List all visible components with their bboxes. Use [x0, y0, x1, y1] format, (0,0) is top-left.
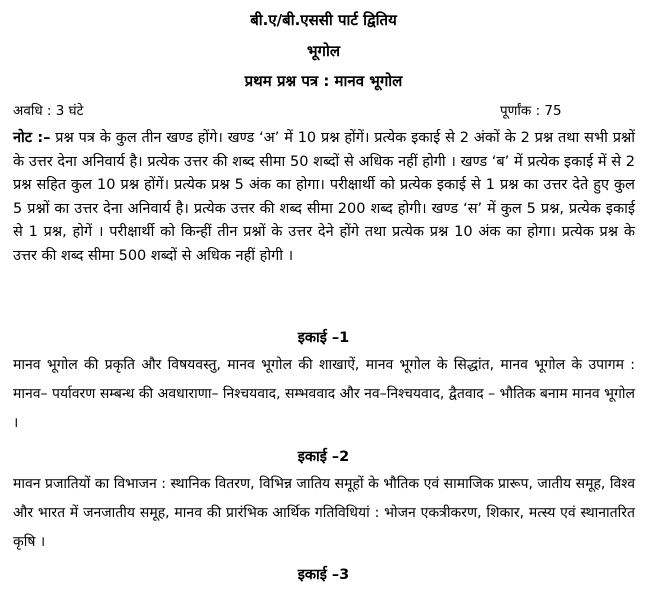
note-text: प्रश्न पत्र के कुल तीन खण्ड होंगे। खण्ड ‘अ’ में 10 प्रश्न होंगें। प्रत्येक इकाई से 2 अंकों के 2 प्रश्न तथा सभी प्रश्नों के उत्तर देना अनिवार्य है। प्रत्येक उत्तर की शब्द सीमा 50 शब्दों से अधिक नहीं होगी । खण्ड ‘ब’ में प्रत्येक इकाई में से 2 प्रश्न सहित कुल 10 प्रश्न होंगें। प्रत्येक प्रश्न 5 अंक का होगा। परीक्षार्थी को प्रत्येक इकाई से 1 प्रश्न का उत्तर देते हुए कुल 5 प्रश्नों का उत्तर देना अनिवार्य है। प्रत्येक उत्तर की शब्द सीमा 200 शब्द होगी। खण्ड ‘स’ में कुल 5 प्रश्न, प्रत्येक इकाई से 1 प्रश्न, होगें । परीक्षार्थी को किन्हीं तीन प्रश्नों के उत्तर देने होंगे तथा प्रत्येक प्रश्न 10 अंक का होगा। प्रत्येक प्रश्न के उत्तर की शब्द सीमा 500 शब्दों से अधिक नहीं होगी ।: [13, 130, 635, 264]
exam-duration: अवधि : 3 घंटे: [13, 103, 84, 119]
unit-1-title: इकाई –1: [297, 330, 350, 346]
course-title: बी.ए/बी.एससी पार्ट द्वितिय: [250, 11, 397, 29]
note-label: नोट :–: [13, 130, 51, 146]
exam-note: [13, 127, 635, 268]
unit-2-text: मावन प्रजातियों का विभाजन : स्थानिक वितरण, विभिन्न जातिय समूहों के भौतिक एवं सामाजिक प्रारूप, जातीय समूह, विश्व और भारत में जनजातीय समूह, मानव की प्रारंभिक आर्थिक गतिविधियां : भोजन एकत्रीकरण, शिकार, मत्स्य एवं स्थानातरित कृषि ।: [13, 476, 635, 550]
paper-title: प्रथम प्रश्न पत्र : मानव भूगोल: [244, 72, 403, 90]
unit-1-text: मानव भूगोल की प्रकृति और विषयवस्तु, मानव भूगोल की शाखाऐं, मानव भूगोल के सिद्धांत, मानव भूगोल के उपागम : मानव– पर्यावरण सम्बन्ध की अवधाराणा– निश्चयवाद, सम्भववाद और नव–निश्चयवाद, द्वैतवाद – भौतिक बनाम मानव भूगोल ।: [13, 357, 635, 431]
unit-2-title: इकाई –2: [297, 449, 350, 465]
max-marks: पूर्णांक : 75: [500, 103, 562, 119]
subject-title: भूगोल: [306, 42, 341, 60]
unit-3-title: इकाई –3: [297, 567, 350, 583]
